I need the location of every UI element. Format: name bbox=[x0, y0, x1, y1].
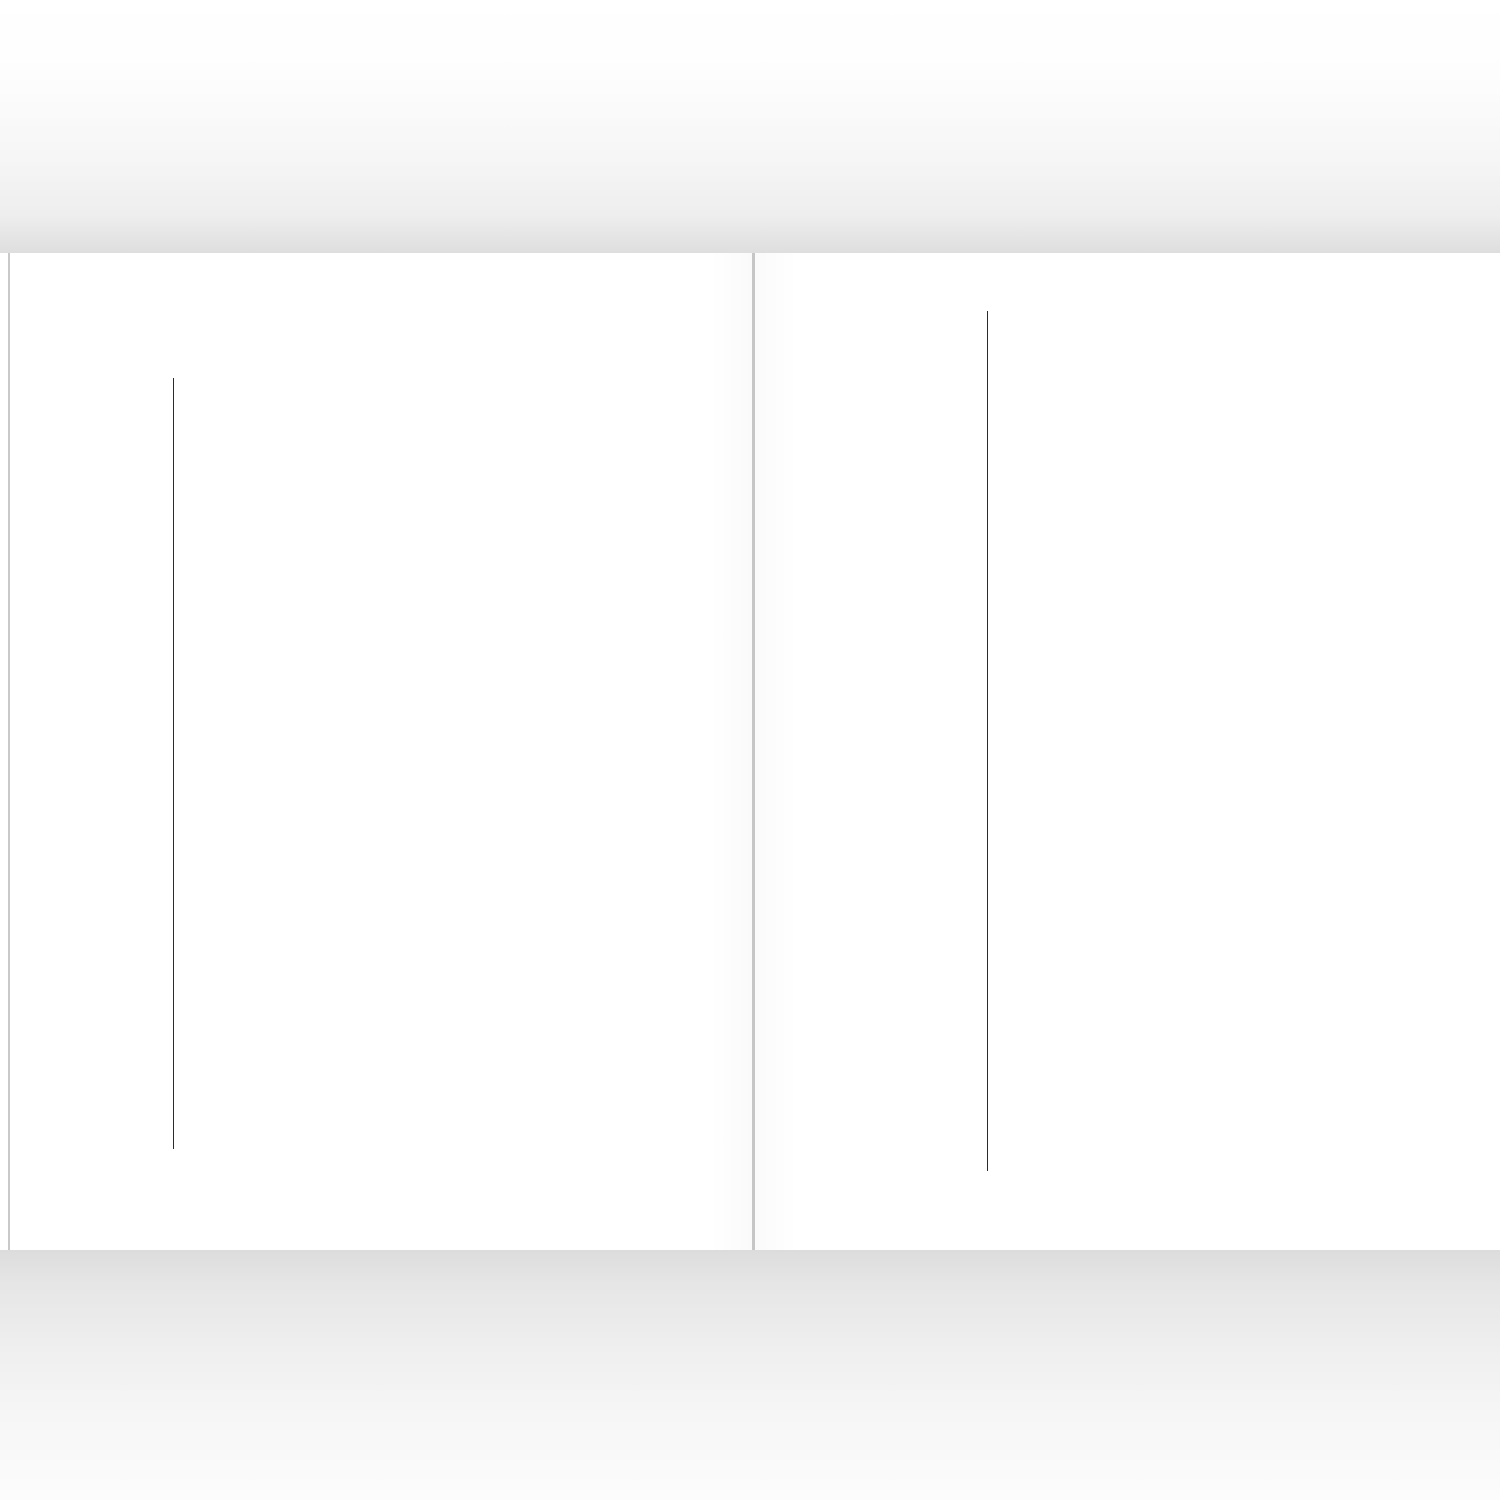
page-left bbox=[10, 253, 752, 1250]
open-book bbox=[8, 253, 1500, 1250]
folio-right bbox=[1414, 1204, 1440, 1223]
answer-list-rule-right bbox=[987, 311, 988, 1171]
background-top-gradient bbox=[0, 0, 1500, 253]
page-right bbox=[755, 253, 1500, 1250]
background-bottom-gradient bbox=[0, 1250, 1500, 1500]
answer-list-rule-left bbox=[173, 378, 174, 1149]
folio-left bbox=[72, 1204, 98, 1223]
